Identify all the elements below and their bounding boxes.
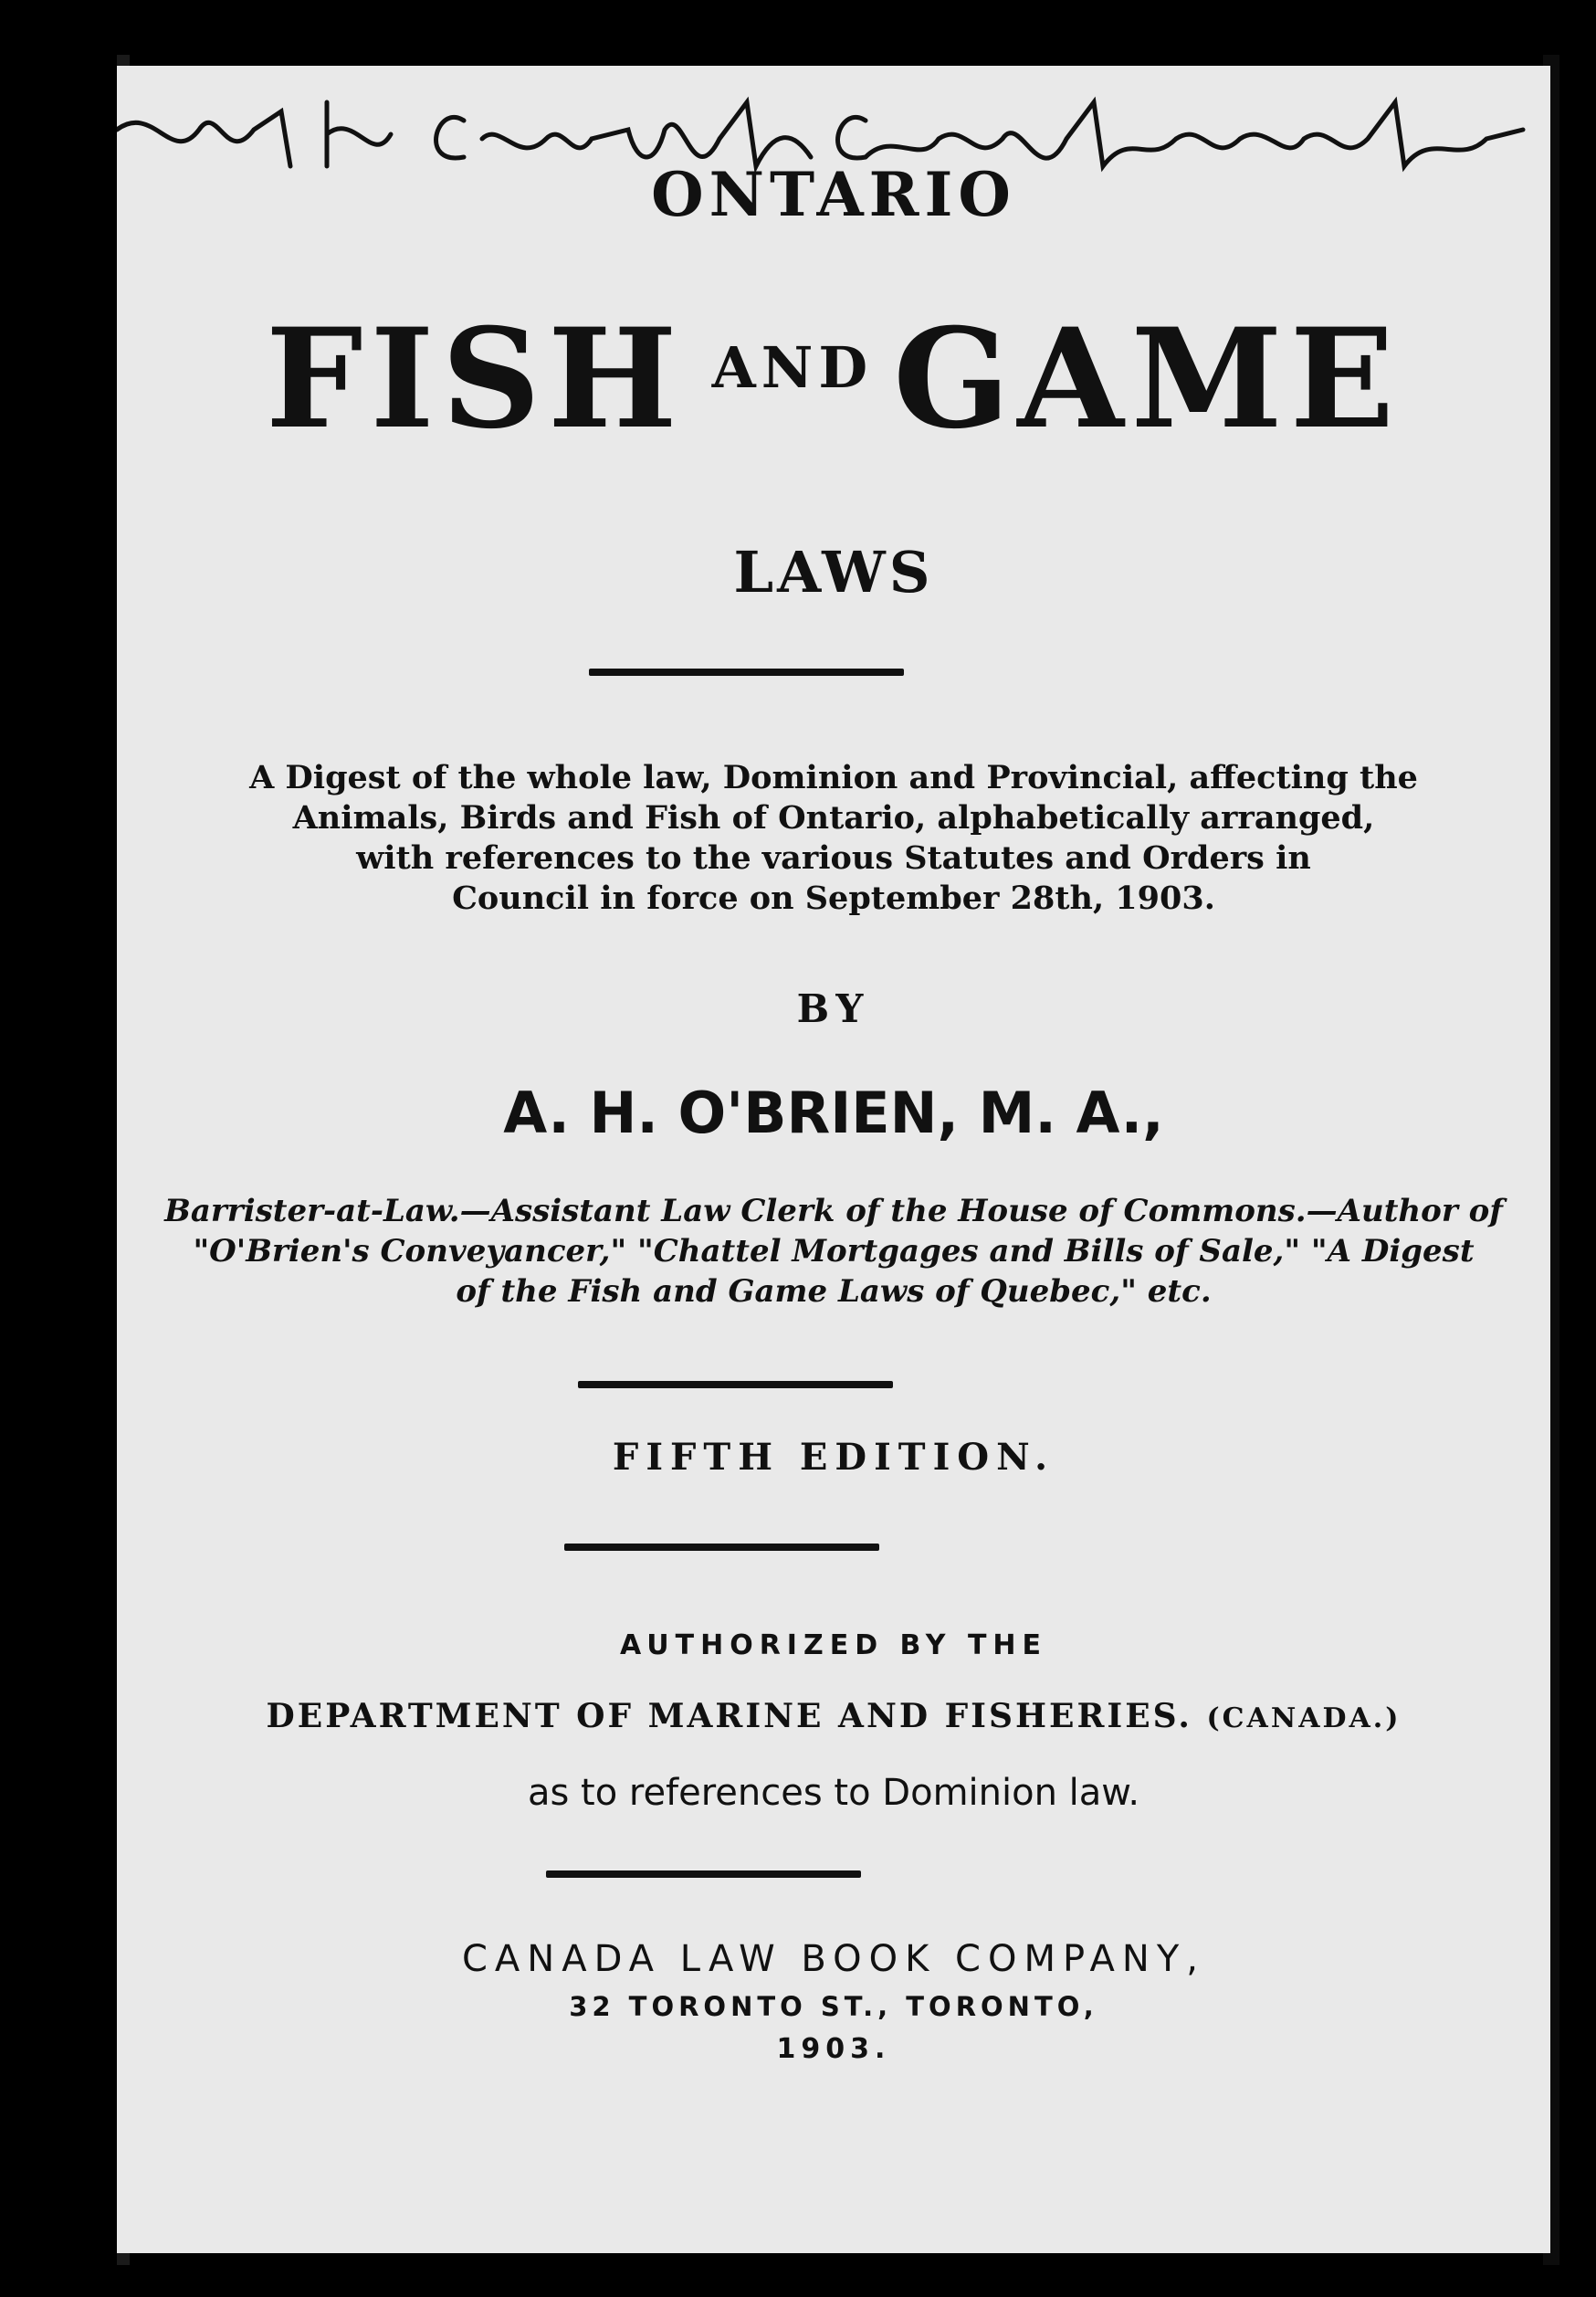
title-page bbox=[117, 66, 1550, 2253]
title-and: AND bbox=[711, 333, 874, 401]
title-ontario: ONTARIO bbox=[651, 159, 1016, 230]
divider-rule bbox=[589, 669, 904, 676]
digest-description bbox=[117, 758, 1550, 919]
publisher-name: CANADA LAW BOOK COMPANY, bbox=[462, 1938, 1205, 1980]
title-game: GAME bbox=[893, 299, 1402, 459]
title-laws: LAWS bbox=[733, 539, 934, 606]
publication-year: 1903. bbox=[776, 2033, 891, 2065]
divider-rule bbox=[578, 1381, 893, 1388]
department-country: (CANADA.) bbox=[1206, 1702, 1402, 1734]
reference-note: as to references to Dominion law. bbox=[527, 1772, 1140, 1814]
digest-line: with references to the various Statutes and Orders in bbox=[356, 839, 1311, 877]
credentials-line: of the Fish and Game Laws of Quebec," etc. bbox=[456, 1273, 1212, 1310]
digest-line: Council in force on September 28th, 1903. bbox=[452, 880, 1215, 917]
title-fish: FISH bbox=[265, 299, 685, 459]
author-credentials bbox=[117, 1191, 1550, 1312]
digest-line: Animals, Birds and Fish of Ontario, alphabetically arranged, bbox=[292, 799, 1375, 837]
divider-rule bbox=[564, 1544, 879, 1551]
credentials-line: Barrister-at-Law.—Assistant Law Clerk of the House of Commons.—Author of bbox=[164, 1193, 1503, 1229]
title-fish-and-game bbox=[117, 299, 1550, 459]
library-stamp-mark bbox=[984, 2249, 1258, 2253]
department-title: DEPARTMENT OF MARINE AND FISHERIES. bbox=[266, 1697, 1192, 1735]
credentials-line: "O'Brien's Conveyancer," "Chattel Mortgages and Bills of Sale," "A Digest bbox=[193, 1233, 1475, 1270]
digest-line: A Digest of the whole law, Dominion and Provincial, affecting the bbox=[249, 759, 1418, 796]
authorized-by: AUTHORIZED BY THE bbox=[619, 1629, 1048, 1661]
author-name: A. H. O'BRIEN, M. A., bbox=[503, 1080, 1164, 1146]
department-name bbox=[117, 1697, 1550, 1735]
publisher-address: 32 TORONTO ST., TORONTO, bbox=[569, 1991, 1098, 2022]
edition-label: FIFTH EDITION. bbox=[612, 1436, 1055, 1479]
by-label: BY bbox=[796, 986, 871, 1031]
divider-rule bbox=[546, 1870, 861, 1878]
